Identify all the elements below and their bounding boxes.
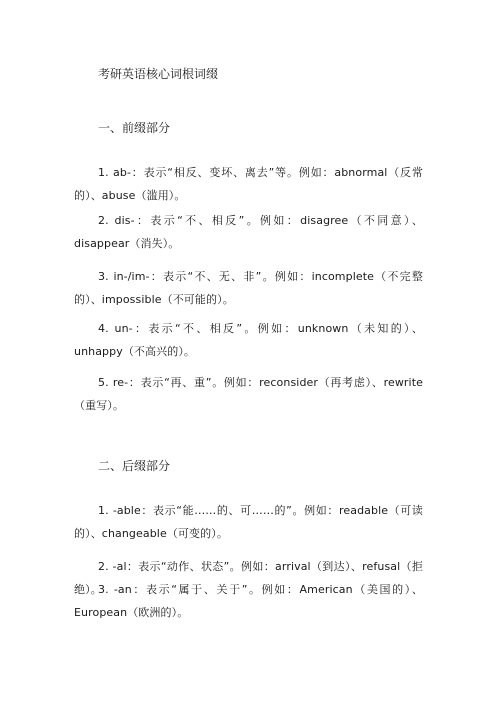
section-heading-prefixes: 一、前缀部分	[98, 121, 171, 135]
prefix-item-ab: 1. ab-：表示“相反、变坏、离去”等。例如：abnormal（反常的）、abuse（滥用）。	[74, 166, 423, 202]
prefix-item-un: 4. un-：表示“不、相反”。例如：unknown（未知的）、unhappy（不高兴的）。	[74, 322, 423, 358]
suffix-item-al: 2. -al：表示“动作、状态”。例如：arrival（到达）、refusal（拒绝）。	[74, 560, 423, 596]
prefix-item-dis: 2. dis-：表示“不、相反”。例如：disagree（不同意）、disappear（消失）。	[74, 214, 423, 250]
prefix-item-in-im: 3. in-/im-：表示“不、无、非”。例如：incomplete（不完整的）、impossible（不可能的）。	[74, 270, 423, 306]
suffix-item-able: 1. -able：表示“能……的、可……的”。例如：readable（可读的）、changeable（可变的）。	[74, 504, 423, 540]
document-title: 考研英语核心词根词缀	[98, 67, 219, 81]
section-heading-suffixes: 二、后缀部分	[98, 459, 171, 473]
suffix-item-an: 3. -an：表示“属于、关于”。例如：American（美国的）、European（欧洲的）。	[74, 583, 423, 619]
prefix-item-re: 5. re-：表示“再、重”。例如：reconsider（再考虑）、rewrite（重写）。	[74, 376, 423, 412]
